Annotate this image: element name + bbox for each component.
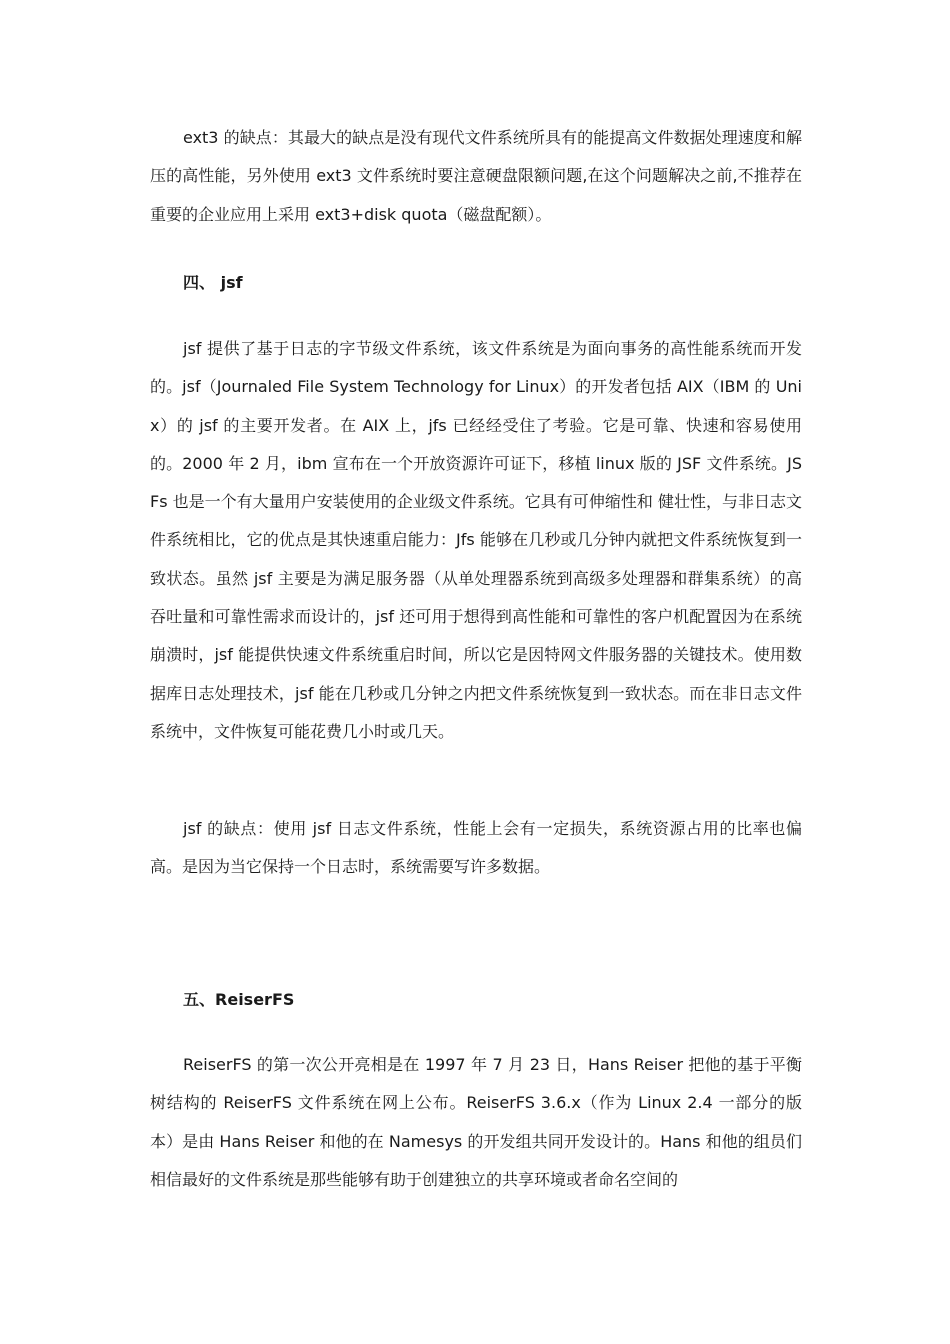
paragraph-ext3-drawback: ext3 的缺点：其最大的缺点是没有现代文件系统所具有的能提高文件数据处理速度和解压的高性能，另外使用 ext3 文件系统时要注意硬盘限额问题,在这个问题解决之前,不推荐在重要的企业应用上采用 ext3+disk quota（磁盘配额）。 — [150, 128, 802, 224]
heading-title: ReiserFS — [215, 990, 295, 1009]
paragraph-jsf-intro: jsf 提供了基于日志的字节级文件系统，该文件系统是为面向事务的高性能系统而开发的。jsf（Journaled File System Technology for Linux）的开发者包括 AIX（IBM 的 Unix）的 jsf 的主要开发者。在 AIX 上，jfs 已经经受住了考验。它是可靠、快速和容易使用的。2000 年 2 月，ibm 宣布在一个开放资源许可证下，移植 linux 版的 JSF 文件系统。JSFs 也是一个有大量用户安装使用的企业级文件系统。它具有可伸缩性和 健壮性，与非日志文件系统相比，它的优点是其快速重启能力：Jfs 能够在几秒或几分钟内就把文件系统恢复到一致状态。虽然 jsf 主要是为满足服务器（从单处理器系统到高级多处理器和群集系统）的高吞吐量和可靠性需求而设计的，jsf 还可用于想得到高性能和可靠性的客户机配置因为在系统崩溃时，jsf 能提供快速文件系统重启时间，所以它是因特网文件服务器的关键技术。使用数据库日志处理技术，jsf 能在几秒或几分钟之内把文件系统恢复到一致状态。而在非日志文件系统中，文件恢复可能花费几小时或几天。 — [150, 339, 802, 741]
section-heading-reiserfs — [183, 985, 294, 1015]
heading-number: 五、 — [183, 990, 216, 1009]
paragraph-jsf-drawback: jsf 的缺点：使用 jsf 日志文件系统，性能上会有一定损失，系统资源占用的比率也偏高。是因为当它保持一个日志时，系统需要写许多数据。 — [150, 819, 802, 877]
paragraph-reiserfs-intro: ReiserFS 的第一次公开亮相是在 1997 年 7 月 23 日，Hans Reiser 把他的基于平衡树结构的 ReiserFS 文件系统在网上公布。ReiserFS 3.6.x（作为 Linux 2.4 一部分的版本）是由 Hans Reiser 和他的在 Namesys 的开发组共同开发设计的。Hans 和他的组员们相信最好的文件系统是那些能够有助于创建独立的共享环境或者命名空间的 — [150, 1055, 802, 1189]
section-heading-jsf — [183, 268, 243, 298]
heading-title: jsf — [220, 273, 243, 292]
heading-number: 四、 — [183, 273, 221, 292]
